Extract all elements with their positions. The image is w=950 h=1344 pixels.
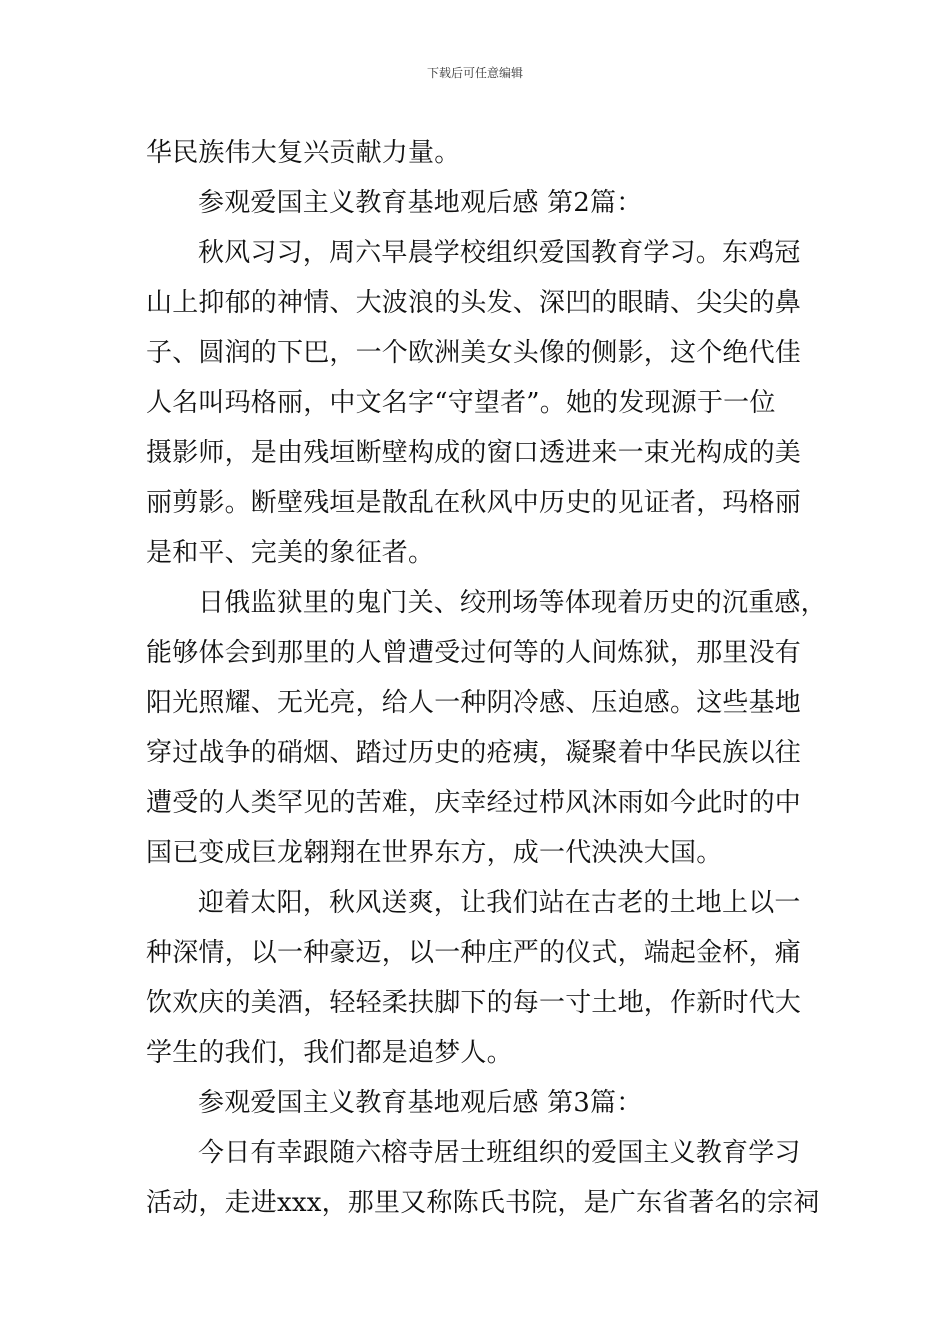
text-line: 能够体会到那里的人曾遭受过何等的人间炼狱，那里没有 [146,638,802,668]
text-line: 日俄监狱里的鬼门关、绞刑场等体现着历史的沉重感， [198,588,827,618]
text-line: 丽剪影。断壁残垣是散乱在秋风中历史的见证者，玛格丽 [146,488,802,518]
text-line: 遭受的人类罕见的苦难，庆幸经过栉风沐雨如今此时的中 [146,788,802,818]
text-line: 是和平、完美的象征者。 [146,538,435,568]
page-header: 下载后可任意编辑 [426,66,523,80]
text-line: 国已变成巨龙翱翔在世界东方，成一代泱泱大国。 [146,838,723,868]
section-heading: 参观爱国主义教育基地观后感 第3篇： [198,1088,643,1118]
text-line: 种深情，以一种豪迈，以一种庄严的仪式，端起金杯，痛 [146,938,802,968]
text-line: 摄影师，是由残垣断壁构成的窗口透进来一束光构成的美 [146,438,802,468]
text-line: 饮欢庆的美酒，轻轻柔扶脚下的每一寸土地，作新时代大 [146,988,802,1018]
text-line: 华民族伟大复兴贡献力量。 [146,138,461,168]
text-line: 人名叫玛格丽，中文名字“守望者”。她的发现源于一位 [146,388,776,418]
text-line: 子、圆润的下巴，一个欧洲美女头像的侧影，这个绝代佳 [146,338,802,368]
text-line: 阳光照耀、无光亮，给人一种阴冷感、压迫感。这些基地 [146,688,802,718]
text-line: 活动，走进xxx，那里又称陈氏书院，是广东省著名的宗祠 [146,1188,820,1218]
document-body [146,128,827,1228]
text-line: 秋风习习，周六早晨学校组织爱国教育学习。东鸡冠 [198,238,801,268]
section-heading: 参观爱国主义教育基地观后感 第2篇： [198,188,643,218]
text-line: 穿过战争的硝烟、踏过历史的疮痍，凝聚着中华民族以往 [146,738,802,768]
text-line: 学生的我们，我们都是追梦人。 [146,1038,513,1068]
text-line: 迎着太阳，秋风送爽，让我们站在古老的土地上以一 [198,888,801,918]
text-line: 今日有幸跟随六榕寺居士班组织的爱国主义教育学习 [198,1138,801,1168]
text-line: 山上抑郁的神情、大波浪的头发、深凹的眼睛、尖尖的鼻 [146,288,802,318]
